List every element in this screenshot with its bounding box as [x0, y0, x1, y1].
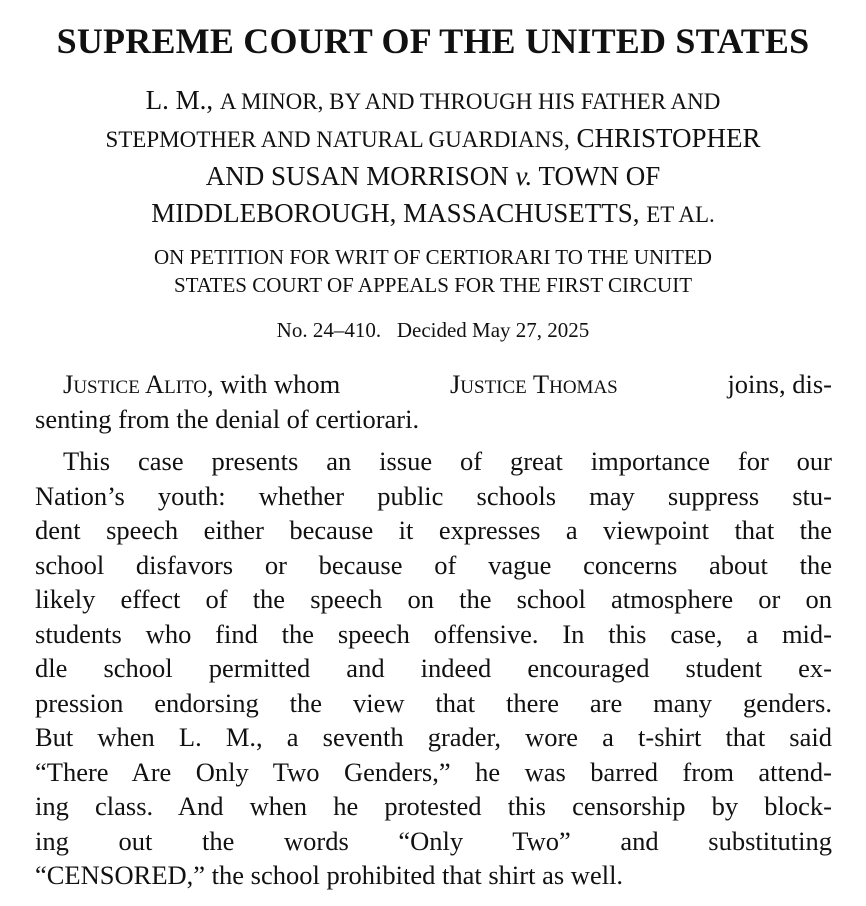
intro-text-2: joins, dis- [727, 369, 832, 399]
versus: v. [515, 161, 533, 191]
case-caption [0, 82, 866, 233]
caption-line-1 [0, 82, 866, 120]
court-heading: SUPREME COURT OF THE UNITED STATES [56, 21, 810, 61]
intro-line-1 [35, 367, 832, 402]
intro-line-2: senting from the denial of certiorari. [35, 403, 420, 434]
paragraph-line: pression endorsing the view that there are many genders. [35, 687, 832, 718]
caption-line-2 [0, 120, 866, 158]
opinion-intro [35, 367, 832, 436]
decision-date: Decided May 27, 2025 [396, 318, 590, 342]
respondent-name-2: MIDDLEBOROUGH, MASSACHUSETTS, [151, 198, 640, 228]
paragraph-line: dent speech either because it expresses a viewpoint that the [35, 515, 832, 545]
docket-line [0, 318, 866, 343]
petition-description [0, 243, 866, 299]
paragraph-line: But when L. M., a seventh grader, wore a t-shirt that said [35, 722, 832, 752]
caption-line-3 [0, 158, 866, 195]
paragraph-line: dle school permitted and indeed encouraged student ex- [35, 653, 832, 683]
respondent-name-1: TOWN OF [538, 161, 661, 191]
justice-thomas: Justice Thomas [449, 369, 618, 399]
paragraph-line: “There Are Only Two Genders,” he was barred from attend- [35, 756, 832, 787]
petitioner-name: L. M., [145, 85, 214, 115]
paragraph-line: ing class. And when he protested this censorship by block- [35, 791, 832, 821]
opinion-paragraph [35, 444, 832, 893]
petition-line-2: STATES COURT OF APPEALS FOR THE FIRST CIRCUIT [173, 273, 693, 297]
paragraph-line: This case presents an issue of great importance for our [63, 446, 832, 476]
docket-number: No. 24–410. [276, 318, 382, 342]
paragraph-line: students who find the speech offensive. In this case, a mid- [35, 618, 832, 649]
petition-line-1: ON PETITION FOR WRIT OF CERTIORARI TO THE UNITED [154, 245, 712, 269]
paragraph-line: likely effect of the speech on the school atmosphere or on [35, 584, 832, 614]
paragraph-line: Nation’s youth: whether public schools may suppress stu- [35, 480, 832, 511]
caption-line-4 [0, 195, 866, 233]
opinion-body [35, 367, 832, 893]
paragraph-line: “CENSORED,” the school prohibited that shirt as well. [35, 860, 624, 890]
paragraph-line: ing out the words “Only Two” and substituting [35, 825, 832, 856]
guardian-name-2: AND SUSAN MORRISON [205, 161, 509, 191]
intro-text-1: , with whom [207, 369, 341, 399]
et-al: ET AL. [646, 202, 715, 227]
guardians-description: STEPMOTHER AND NATURAL GUARDIANS, [105, 127, 570, 152]
justice-alito: Justice Alito [63, 369, 208, 399]
paragraph-line: school disfavors or because of vague concerns about the [35, 549, 832, 580]
petitioner-description: A MINOR, BY AND THROUGH HIS FATHER AND [219, 89, 721, 114]
guardian-name-1: CHRISTOPHER [576, 123, 761, 153]
